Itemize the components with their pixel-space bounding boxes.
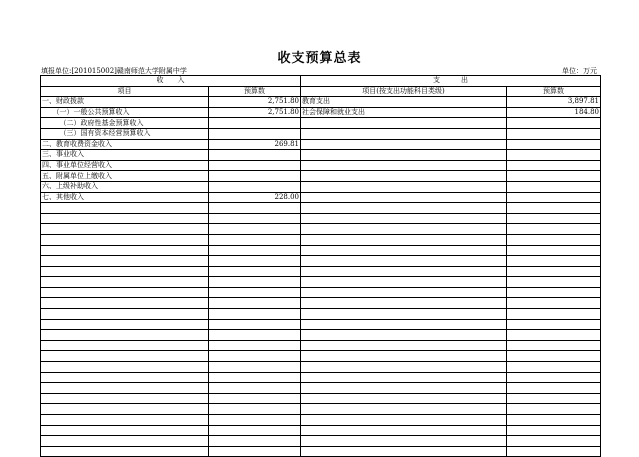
income-item-cell: 六、上级补助收入 xyxy=(41,181,209,192)
expense-amount-cell xyxy=(507,309,601,320)
expense-item-cell xyxy=(301,340,507,351)
income-amount-cell xyxy=(209,330,301,341)
table-row xyxy=(41,298,601,309)
expense-amount-cell xyxy=(507,160,601,171)
income-amount-cell xyxy=(209,362,301,373)
income-amount-cell xyxy=(209,415,301,426)
expense-amount-cell xyxy=(507,181,601,192)
income-amount-cell xyxy=(209,171,301,182)
table-row xyxy=(41,351,601,362)
currency-unit: 单位：万元 xyxy=(562,67,597,75)
table-row xyxy=(41,309,601,320)
income-amount-cell xyxy=(209,203,301,214)
income-amount-cell xyxy=(209,266,301,277)
expense-amount-cell xyxy=(507,139,601,150)
expense-item-cell xyxy=(301,160,507,171)
income-amount-cell: 269.81 xyxy=(209,139,301,150)
expense-item-cell xyxy=(301,266,507,277)
table-row xyxy=(41,224,601,235)
income-amount-cell xyxy=(209,277,301,288)
income-item-cell xyxy=(41,298,209,309)
income-item-cell xyxy=(41,287,209,298)
income-item-cell xyxy=(41,340,209,351)
expense-item-cell xyxy=(301,150,507,161)
expense-amount-cell xyxy=(507,425,601,436)
table-row xyxy=(41,128,601,139)
table-row xyxy=(41,171,601,182)
income-item-cell xyxy=(41,203,209,214)
expense-item-cell xyxy=(301,277,507,288)
expense-amount-cell xyxy=(507,340,601,351)
expense-amount-cell xyxy=(507,213,601,224)
income-item-cell: 三、事业收入 xyxy=(41,150,209,161)
income-amount-cell xyxy=(209,351,301,362)
expense-amount-cell xyxy=(507,203,601,214)
table-row xyxy=(41,372,601,383)
budget-table xyxy=(40,75,601,457)
expense-amount-cell xyxy=(507,372,601,383)
income-header: 收 入 xyxy=(41,76,301,87)
table-row xyxy=(41,383,601,394)
income-item-cell: 五、附属单位上缴收入 xyxy=(41,171,209,182)
table-row xyxy=(41,415,601,426)
table-row xyxy=(41,181,601,192)
income-amount-cell xyxy=(209,393,301,404)
table-row xyxy=(41,118,601,129)
income-item-cell xyxy=(41,362,209,373)
expense-item-cell xyxy=(301,203,507,214)
expense-item-cell xyxy=(301,415,507,426)
expense-item-cell xyxy=(301,181,507,192)
expense-item-cell xyxy=(301,139,507,150)
expense-item-cell xyxy=(301,298,507,309)
income-item-cell xyxy=(41,319,209,330)
table-row xyxy=(41,319,601,330)
table-row xyxy=(41,266,601,277)
table-row xyxy=(41,404,601,415)
header-row-columns xyxy=(41,86,601,97)
income-amount-cell xyxy=(209,234,301,245)
income-amount-cell xyxy=(209,309,301,320)
expense-item-cell xyxy=(301,245,507,256)
expense-item-header: 项目(按支出功能科目类级) xyxy=(301,86,507,97)
income-item-cell xyxy=(41,256,209,267)
income-amount-cell xyxy=(209,298,301,309)
income-amount-cell xyxy=(209,181,301,192)
expense-item-cell xyxy=(301,287,507,298)
expense-item-cell xyxy=(301,436,507,447)
income-amount-cell xyxy=(209,425,301,436)
header-row-sections xyxy=(41,76,601,87)
table-row xyxy=(41,203,601,214)
income-amount-cell xyxy=(209,383,301,394)
income-item-cell: 四、事业单位经营收入 xyxy=(41,160,209,171)
table-row xyxy=(41,277,601,288)
expense-amount-cell xyxy=(507,393,601,404)
expense-amount-cell xyxy=(507,362,601,373)
expense-amount-cell xyxy=(507,234,601,245)
table-row xyxy=(41,150,601,161)
income-item-header: 项目 xyxy=(41,86,209,97)
income-item-cell xyxy=(41,404,209,415)
income-item-cell xyxy=(41,351,209,362)
expense-budget-header: 预算数 xyxy=(507,86,601,97)
expense-header: 支 出 xyxy=(301,76,601,87)
expense-item-cell xyxy=(301,404,507,415)
expense-amount-cell xyxy=(507,277,601,288)
expense-item-cell xyxy=(301,383,507,394)
expense-amount-cell: 184.80 xyxy=(507,107,601,118)
income-amount-cell xyxy=(209,245,301,256)
expense-amount-cell xyxy=(507,298,601,309)
expense-amount-cell xyxy=(507,383,601,394)
table-row xyxy=(41,160,601,171)
expense-amount-cell xyxy=(507,436,601,447)
income-amount-cell xyxy=(209,213,301,224)
table-row xyxy=(41,234,601,245)
expense-item-cell: 教育支出 xyxy=(301,97,507,108)
income-item-cell xyxy=(41,213,209,224)
expense-amount-cell xyxy=(507,128,601,139)
income-amount-cell xyxy=(209,128,301,139)
income-item-cell: （一）一般公共预算收入 xyxy=(41,107,209,118)
expense-amount-cell xyxy=(507,245,601,256)
income-amount-cell xyxy=(209,118,301,129)
income-item-cell xyxy=(41,277,209,288)
table-row xyxy=(41,213,601,224)
expense-amount-cell xyxy=(507,415,601,426)
expense-item-cell xyxy=(301,309,507,320)
income-item-cell xyxy=(41,415,209,426)
income-item-cell xyxy=(41,309,209,320)
income-item-cell xyxy=(41,393,209,404)
expense-amount-cell xyxy=(507,224,601,235)
income-amount-cell xyxy=(209,160,301,171)
expense-amount-cell xyxy=(507,266,601,277)
table-row xyxy=(41,393,601,404)
expense-amount-cell xyxy=(507,192,601,203)
expense-amount-cell xyxy=(507,319,601,330)
income-amount-cell xyxy=(209,256,301,267)
income-amount-cell xyxy=(209,319,301,330)
income-item-cell: （三）国有资本经营预算收入 xyxy=(41,128,209,139)
expense-amount-cell xyxy=(507,256,601,267)
page-title: 收支预算总表 xyxy=(277,51,362,66)
expense-item-cell xyxy=(301,192,507,203)
table-row xyxy=(41,436,601,447)
table-row xyxy=(41,287,601,298)
income-item-cell xyxy=(41,425,209,436)
expense-item-cell xyxy=(301,372,507,383)
expense-amount-cell xyxy=(507,118,601,129)
expense-item-cell xyxy=(301,234,507,245)
income-amount-cell xyxy=(209,150,301,161)
income-item-cell xyxy=(41,266,209,277)
expense-amount-cell xyxy=(507,150,601,161)
table-row xyxy=(41,97,601,108)
expense-item-cell xyxy=(301,128,507,139)
income-item-cell: 二、教育收费资金收入 xyxy=(41,139,209,150)
expense-item-cell xyxy=(301,213,507,224)
expense-amount-cell xyxy=(507,330,601,341)
table-row xyxy=(41,330,601,341)
income-amount-cell xyxy=(209,436,301,447)
table-row xyxy=(41,256,601,267)
expense-item-cell xyxy=(301,256,507,267)
income-amount-cell: 228.00 xyxy=(209,192,301,203)
table-row xyxy=(41,340,601,351)
income-item-cell xyxy=(41,330,209,341)
table-row xyxy=(41,362,601,373)
expense-amount-cell xyxy=(507,171,601,182)
income-item-cell: 一、财政拨款 xyxy=(41,97,209,108)
income-amount-cell: 2,751.80 xyxy=(209,107,301,118)
income-amount-cell xyxy=(209,404,301,415)
expense-item-cell xyxy=(301,425,507,436)
table-row xyxy=(41,192,601,203)
expense-amount-cell xyxy=(507,404,601,415)
income-item-cell xyxy=(41,436,209,447)
income-item-cell xyxy=(41,383,209,394)
income-item-cell xyxy=(41,224,209,235)
income-amount-cell: 2,751.80 xyxy=(209,97,301,108)
table-row xyxy=(41,139,601,150)
expense-item-cell xyxy=(301,224,507,235)
expense-item-cell xyxy=(301,171,507,182)
expense-amount-cell: 3,897.81 xyxy=(507,97,601,108)
expense-amount-cell xyxy=(507,351,601,362)
reporting-unit: 填报单位:[201015002]赣南师范大学附属中学 xyxy=(41,67,187,75)
income-item-cell xyxy=(41,372,209,383)
income-amount-cell xyxy=(209,224,301,235)
expense-item-cell xyxy=(301,393,507,404)
budget-table-body xyxy=(41,76,601,457)
expense-item-cell xyxy=(301,351,507,362)
income-amount-cell xyxy=(209,287,301,298)
expense-item-cell xyxy=(301,319,507,330)
expense-item-cell: 社会保障和就业支出 xyxy=(301,107,507,118)
expense-amount-cell xyxy=(507,287,601,298)
expense-item-cell xyxy=(301,330,507,341)
table-row xyxy=(41,245,601,256)
income-item-cell: 七、其他收入 xyxy=(41,192,209,203)
income-item-cell: （二）政府性基金预算收入 xyxy=(41,118,209,129)
income-item-cell xyxy=(41,245,209,256)
expense-item-cell xyxy=(301,118,507,129)
expense-item-cell xyxy=(301,362,507,373)
income-item-cell xyxy=(41,234,209,245)
income-amount-cell xyxy=(209,340,301,351)
income-amount-cell xyxy=(209,372,301,383)
table-row xyxy=(41,425,601,436)
income-budget-header: 预算数 xyxy=(209,86,301,97)
table-row xyxy=(41,107,601,118)
